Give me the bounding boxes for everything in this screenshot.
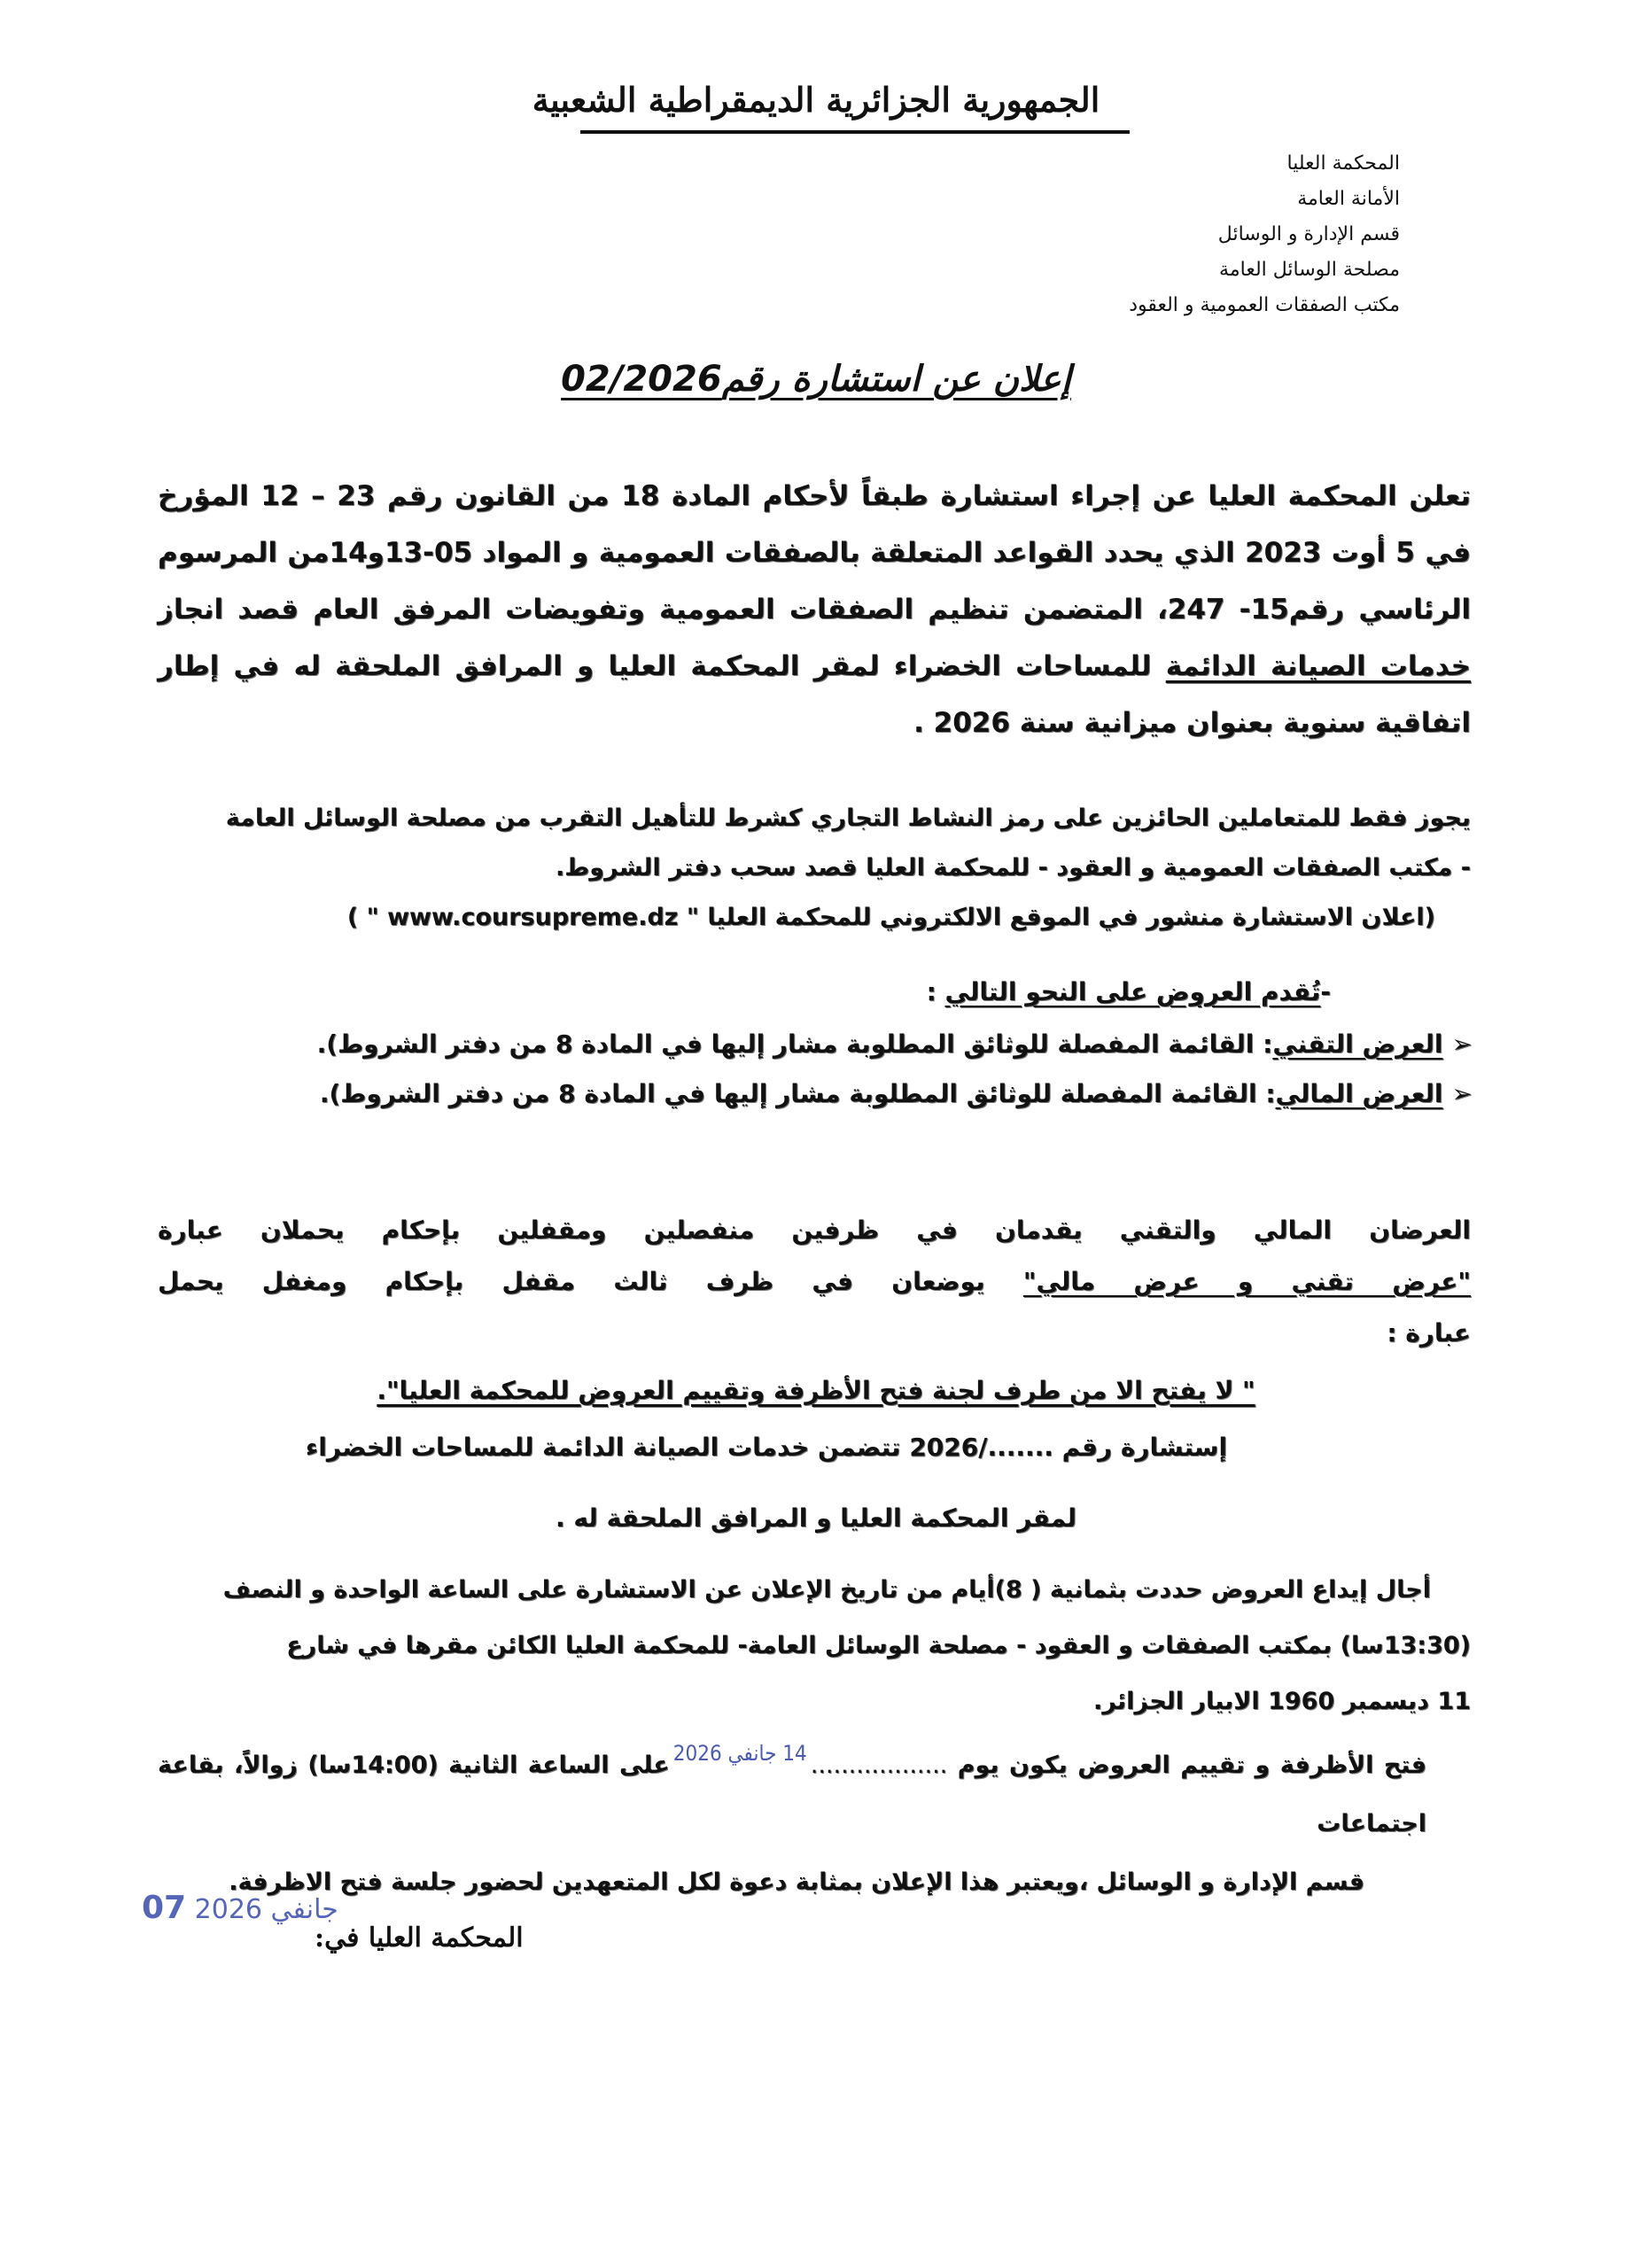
offers-heading-colon: : bbox=[926, 977, 945, 1006]
offer-sep: : bbox=[1256, 1079, 1276, 1108]
website-notice: (اعلان الاستشارة منشور في الموقع الالكتروني للمحكمة العليا " www.coursupreme.dz " ) bbox=[346, 904, 1435, 931]
deadline-line: 11 ديسمبر 1960 الابيار الجزائر. bbox=[1092, 1688, 1471, 1715]
deadline-line: (13:30سا) بمكتب الصفقات و العقود - مصلحة الوسائل العامة- للمحكمة العليا الكائن مقرها في شارع bbox=[286, 1632, 1471, 1659]
paragraph-deadline bbox=[158, 1562, 1471, 1729]
republic-heading: الجمهورية الجزائرية الديمقراطية الشعبية bbox=[532, 80, 1100, 120]
signature-place: المحكمة العليا في: bbox=[315, 1922, 524, 1953]
offer-text: القائمة المفصلة للوثائق المطلوبة مشار إليها في المادة 8 من دفتر الشروط). bbox=[316, 1029, 1255, 1059]
paragraph-envelopes bbox=[158, 1205, 1471, 1359]
offer-text: القائمة المفصلة للوثائق المطلوبة مشار إليها في المادة 8 من دفتر الشروط). bbox=[319, 1079, 1257, 1108]
date-placeholder-dots: .................. bbox=[810, 1751, 948, 1779]
paragraph-eligibility bbox=[158, 794, 1471, 943]
document-title bbox=[0, 359, 1632, 400]
envelope-label-underlined: "عرض تقني و عرض مالي" bbox=[1022, 1267, 1471, 1296]
service-name-underlined: خدمات الصيانة الدائمة bbox=[1165, 650, 1471, 682]
eligibility-line: يجوز فقط للمتعاملين الحائزين على رمز النشاط التجاري كشرط للتأهيل التقرب من مصلحة الوسائل العامة bbox=[225, 804, 1471, 832]
offers-heading bbox=[927, 977, 1331, 1006]
issuer-line: الأمانة العامة bbox=[1297, 188, 1400, 210]
paragraph-text: للمساحات الخضراء لمقر المحكمة العليا و المرافق الملحقة له في إطار اتفاقية سنوية بعنوان ميزانية سنة 2026 . bbox=[158, 650, 1471, 739]
envelopes-line: يوضعان في ظرف ثالث مقفل بإحكام ومغفل يحمل bbox=[158, 1267, 1023, 1296]
seat-line: لمقر المحكمة العليا و المرافق الملحقة له . bbox=[555, 1503, 1077, 1533]
issuer-line: مكتب الصفقات العمومية و العقود bbox=[1129, 294, 1400, 316]
issuer-block bbox=[1129, 146, 1400, 323]
offers-heading-text: تُقدم العروض على النحو التالي bbox=[944, 977, 1321, 1006]
paragraph-opening bbox=[158, 1736, 1471, 1912]
consultation-line: إستشارة رقم ......./2026 تتضمن خدمات الصيانة الدائمة للمساحات الخضراء bbox=[305, 1433, 1228, 1462]
envelopes-line: العرضان المالي والتقني يقدمان في ظرفين منفصلين ومقفلين بإحكام يحملان عبارة bbox=[158, 1216, 1471, 1245]
issuer-line: مصلحة الوسائل العامة bbox=[1219, 259, 1400, 281]
stamp-day: 07 bbox=[142, 1890, 187, 1926]
opening-date-stamp: 14 جانفي 2026 bbox=[672, 1741, 807, 1766]
arrow-bullet-icon: ➢ bbox=[1451, 1029, 1473, 1059]
issue-date-stamp bbox=[142, 1890, 338, 1926]
paragraph-text: تعلن المحكمة العليا عن إجراء استشارة طبقاً لأحكام المادة 18 من القانون رقم 23 – 12 المؤرخ في 5 أوت 2023 الذي يحدد القواعد المتعلقة بالصفقات العمومية و المواد 05-13و14من المرسوم الرئاسي رقم15- 247، المتضمن تنظيم الصفقات العمومية وتفويضات المرفق العام قصد انجاز bbox=[158, 480, 1472, 625]
title-text: إعلان عن استشارة رقم02/2026 bbox=[561, 359, 1071, 400]
opening-line: قسم الإدارة و الوسائل ،ويعتبر هذا الإعلان بمثابة دعوة لكل المتعهدين لحضور جلسة فتح الاظرفة. bbox=[229, 1868, 1364, 1896]
deadline-line: أجال إيداع العروض حددت بثمانية ( 8)أيام من تاريخ الإعلان عن الاستشارة على الساعة الواحدة و النصف bbox=[222, 1576, 1431, 1604]
offer-item-technical bbox=[317, 1029, 1473, 1059]
quote-text: " لا يفتح الا من طرف لجنة فتح الأظرفة وتقييم العروض للمحكمة العليا". bbox=[377, 1376, 1255, 1405]
heading-underline bbox=[580, 130, 1130, 134]
eligibility-line: - مكتب الصفقات العمومية و العقود - للمحكمة العليا قصد سحب دفتر الشروط. bbox=[555, 854, 1471, 882]
stamp-month-year: جانفي 2026 bbox=[194, 1894, 338, 1925]
envelope-quote bbox=[0, 1376, 1632, 1405]
offer-label: العرض التقني bbox=[1272, 1029, 1443, 1059]
offers-heading-dash: - bbox=[1320, 977, 1331, 1006]
opening-line: فتح الأظرفة و تقييم العروض يكون يوم bbox=[947, 1751, 1426, 1779]
issuer-line: المحكمة العليا bbox=[1286, 152, 1400, 175]
arrow-bullet-icon: ➢ bbox=[1451, 1079, 1473, 1108]
paragraph-announcement bbox=[158, 468, 1471, 751]
envelopes-line: عبارة : bbox=[1387, 1318, 1471, 1348]
offer-label: العرض المالي bbox=[1275, 1079, 1443, 1108]
offer-sep: : bbox=[1254, 1029, 1273, 1059]
issuer-line: قسم الإدارة و الوسائل bbox=[1217, 223, 1400, 245]
opening-line: على الساعة الثانية (14:00سا) زوالاً، بقاعة اجتماعات bbox=[158, 1751, 1426, 1837]
offer-item-financial bbox=[320, 1079, 1473, 1108]
